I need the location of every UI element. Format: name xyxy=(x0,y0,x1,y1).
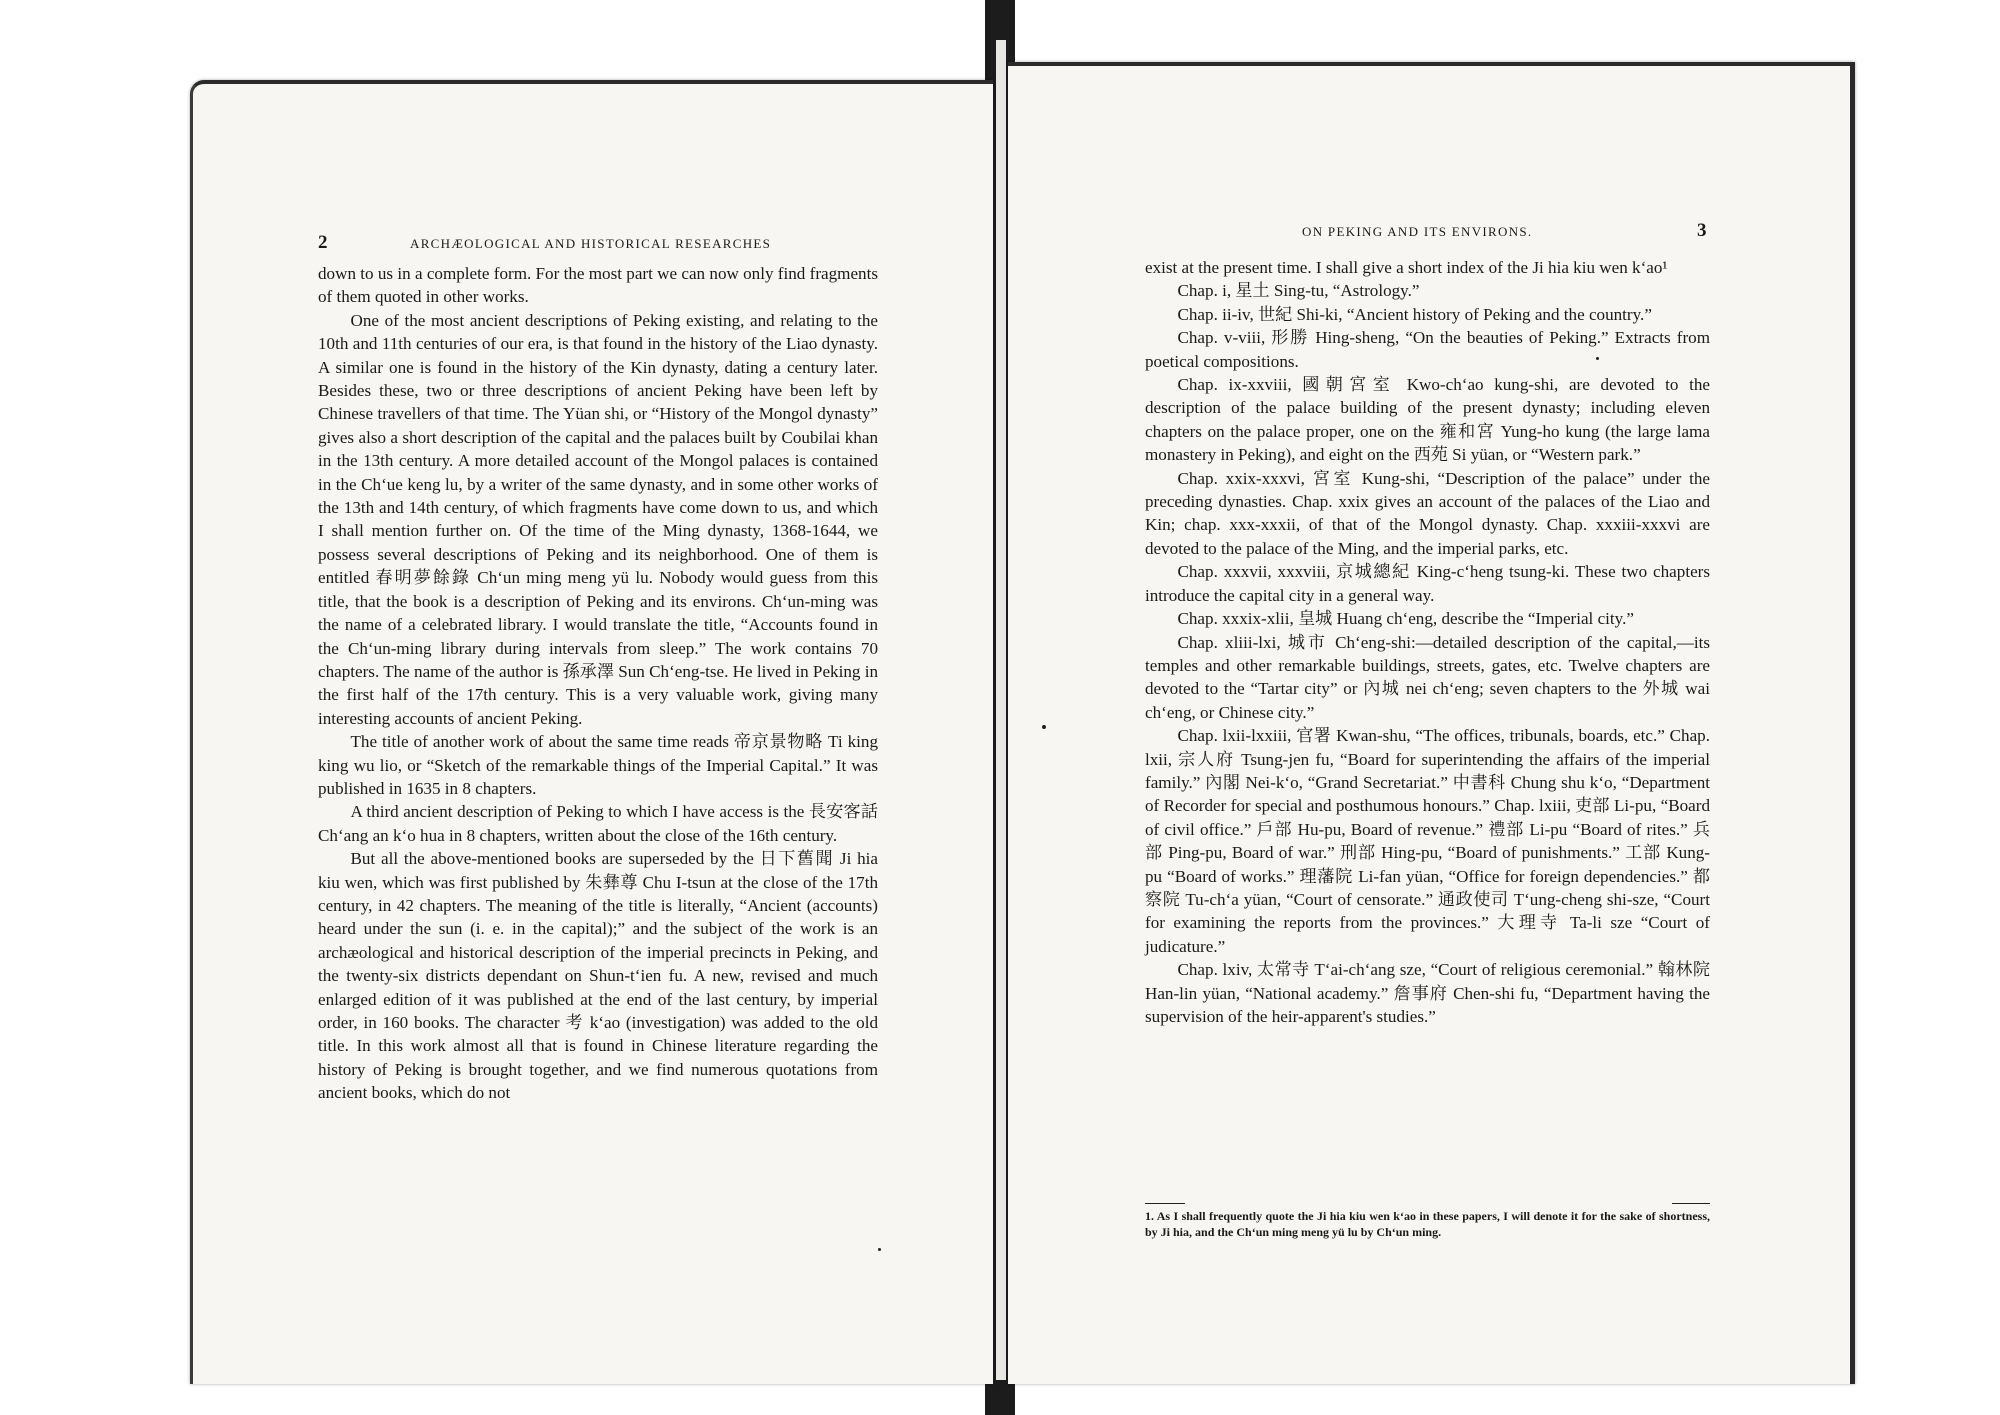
paragraph: But all the above-mentioned books are superseded by the 日下舊聞 Ji hia kiu wen, which was first published by 朱彝尊 Chu I-tsun at the close of the 17th century, in 42 chapters. The meaning of the title is literally, “Ancient (accounts) heard under the sun (i. e. in the capital);” and the subject of the work is an archæological and historical description of the imperial precincts in Peking, and the twenty-six districts dependant on Shun-t‘ien fu. A new, revised and much enlarged edition of it was published at the end of the last century, by imperial order, in 160 books. The character 考 k‘ao (investigation) was added to the old title. In this work almost all that is found in Chinese literature regarding the history of Peking is brought together, and we find numerous quotations from ancient books, which do not xyxy=(318,849,878,1103)
right-page-number: 3 xyxy=(1697,220,1707,241)
left-page-text xyxy=(318,262,878,1105)
paragraph: down to us in a complete form. For the most part we can now only find fragments of them quoted in other works. xyxy=(318,264,878,307)
paragraph: A third ancient description of Peking to which I have access is the 長安客話 Ch‘ang an k‘o hua in 8 chapters, written about the close of the 16th century. xyxy=(318,802,878,845)
left-page-number: 2 xyxy=(318,232,328,253)
paragraph: Chap. lxii-lxxiii, 官署 Kwan-shu, “The offices, tribunals, boards, etc.” Chap. lxii, 宗人府 Tsung-jen fu, “Board for superintending the affairs of the imperial family.” 內閣 Nei-k‘o, “Grand Secretariat.” 中書科 Chung shu k‘o, “Department of Recorder for special and posthumous honours.” Chap. lxiii, 吏部 Li-pu, “Board of civil office.” 戶部 Hu-pu, Board of revenue.” 禮部 Li-pu “Board of rites.” 兵部 Ping-pu, Board of war.” 刑部 Hing-pu, “Board of punishments.” 工部 Kung-pu “Board of works.” 理藩院 Li-fan yüan, “Office for foreign dependencies.” 都察院 Tu-ch‘a yüan, “Court of censorate.” 通政使司 T‘ung-cheng shi-sze, “Court for examining the reports from the provinces.” 大理寺 Ta-li sze “Court of judicature.” xyxy=(1145,726,1710,956)
paragraph: Chap. i, 星土 Sing-tu, “Astrology.” xyxy=(1177,281,1420,301)
footnote-rule xyxy=(1672,1203,1710,1204)
paragraph: Chap. xxxvii, xxxviii, 京城總紀 King-c‘heng tsung-ki. These two chapters introduce the capital city in a general way. xyxy=(1145,562,1710,605)
paper-speck xyxy=(1042,725,1046,729)
paragraph: One of the most ancient descriptions of Peking existing, and relating to the 10th and 11th centuries of our era, is that found in the history of the Liao dynasty. A similar one is found in the history of the Kin dynasty, dating a century later. Besides these, two or three descriptions of ancient Peking have been left by Chinese travellers of that time. The Yüan shi, or “History of the Mongol dynasty” gives also a short description of the capital and the palaces built by Coubilai khan in the 13th century. A more detailed account of the Mongol palaces is contained in the Ch‘ue keng lu, by a writer of the same dynasty, and in some other works of the 13th and 14th century, of which fragments have come down to us, and which I shall mention further on. Of the time of the Ming dynasty, 1368-1644, we possess several descriptions of Peking and its neighborhood. One of them is entitled 春明夢餘錄 Ch‘un ming meng yü lu. Nobody would guess from this title, that the book is a description of Peking and its environs. Ch‘un-ming was the name of a celebrated library. I would translate the title, “Accounts found in the Ch‘un-ming library during intervals from sleep.” The work contains 70 chapters. The name of the author is 孫承澤 Sun Ch‘eng-tse. He lived in Peking in the first half of the 17th century. This is a very valuable work, giving many interesting accounts of ancient Peking. xyxy=(318,310,878,728)
left-running-head: ARCHÆOLOGICAL AND HISTORICAL RESEARCHES xyxy=(410,236,772,251)
right-running-head: ON PEKING AND ITS ENVIRONS. xyxy=(1302,224,1533,239)
footnote-rule xyxy=(1145,1203,1185,1204)
paragraph: Chap. xliii-lxi, 城市 Ch‘eng-shi:—detailed description of the capital,—its temples and other remarkable buildings, streets, gates, etc. Twelve chapters are devoted to the “Tartar city” or 內城 nei ch‘eng; seven chapters to the 外城 wai ch‘eng, or Chinese city.” xyxy=(1145,632,1710,722)
paragraph: Chap. v-viii, 形勝 Hing-sheng, “On the beauties of Peking.” Extracts from poetical compositions. xyxy=(1145,328,1710,371)
paragraph: Chap. xxix-xxxvi, 宮室 Kung-shi, “Description of the palace” under the preceding dynasties. Chap. xxix gives an account of the palaces of the Liao and Kin; chap. xxx-xxxii, of that of the Mongol dynasty. Chap. xxxiii-xxxvi are devoted to the palace of the Ming, and the imperial parks, etc. xyxy=(1145,468,1710,558)
paragraph: Chap. ix-xxviii, 國朝宮室 Kwo-ch‘ao kung-shi, are devoted to the description of the palace building of the present dynasty; including eleven chapters on the palace proper, one on the 雍和宮 Yung-ho kung (the large lama monastery in Peking), and eight on the 西苑 Si yüan, or “Western park.” xyxy=(1145,375,1710,465)
paragraph: The title of another work of about the same time reads 帝京景物略 Ti king king wu lio, or “Sketch of the remarkable things of the Imperial Capital.” It was published in 1635 in 8 chapters. xyxy=(318,732,878,798)
paper-speck xyxy=(1596,357,1599,360)
gutter xyxy=(996,40,1006,1380)
paragraph: exist at the present time. I shall give a short index of the Ji hia kiu wen k‘ao¹ xyxy=(1145,258,1668,277)
right-page-text xyxy=(1145,256,1710,1028)
paragraph: Chap. xxxix-xlii, 皇城 Huang ch‘eng, describe the “Imperial city.” xyxy=(1177,609,1634,629)
paragraph: Chap. lxiv, 太常寺 T‘ai-ch‘ang sze, “Court of religious ceremonial.” 翰林院 Han-lin yüan, “National academy.” 詹事府 Chen-shi fu, “Department having the supervision of the heir-apparent's studies.” xyxy=(1145,960,1710,1026)
paragraph: Chap. ii-iv, 世紀 Shi-ki, “Ancient history of Peking and the country.” xyxy=(1177,304,1652,324)
footnote: 1. As I shall frequently quote the Ji hia kiu wen k‘ao in these papers, I will denote it for the sake of shortness, by Ji hia, and the Ch‘un ming meng yü lu by Ch‘un ming. xyxy=(1145,1209,1710,1239)
paper-speck xyxy=(878,1248,881,1251)
